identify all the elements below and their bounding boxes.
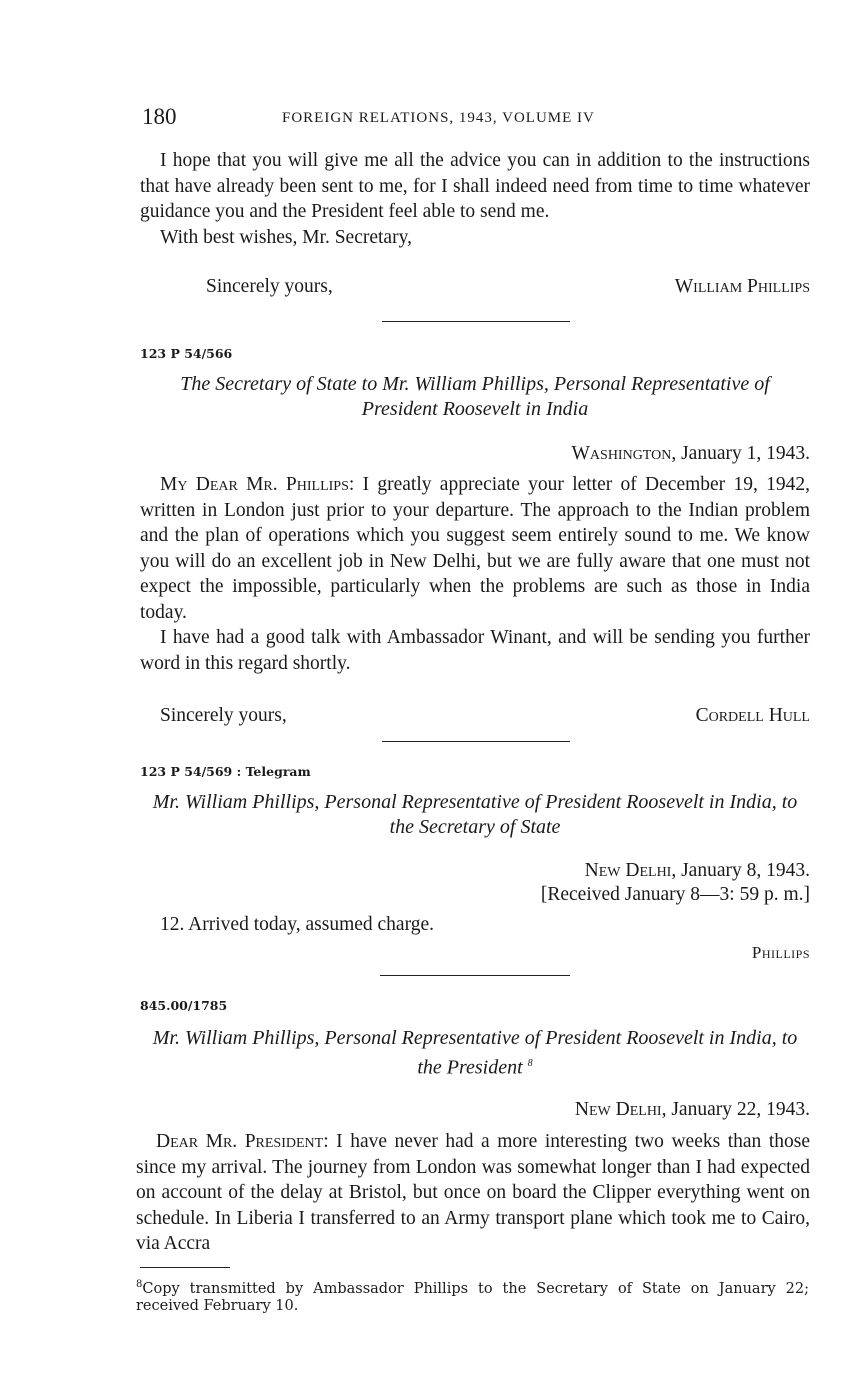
doc4-footnote-ref: 8 (527, 1058, 533, 1069)
footnote-divider (140, 1267, 230, 1268)
letter1-signature: William Phillips (674, 276, 810, 297)
doc3-body-block (140, 912, 810, 938)
doc4-file-number: 845.00/1785 (140, 998, 228, 1013)
doc3-heading: Mr. William Phillips, Personal Representative of President Roosevelt in India, to the Secretary of State (152, 791, 798, 838)
doc3-body: 12. Arrived today, assumed charge. (160, 914, 435, 935)
doc4-body (136, 1129, 810, 1257)
letter1-body: I hope that you will give me all the advice you can in addition to the instructions that have already been sent to me, for I shall indeed need from time to time whatever guidance you and the President feel able to send me. (140, 150, 810, 222)
letter1-closing: Sincerely yours, (206, 276, 333, 297)
doc4-salutation: Dear Mr. President (156, 1131, 324, 1152)
footnote-text: Copy transmitted by Ambassador Phillips to the Secretary of State on January 22; received February 10. (136, 1280, 809, 1314)
doc2-body2: I have had a good talk with Ambassador Winant, and will be sending you further word in this regard shortly. (140, 627, 810, 674)
letter1-body-block (140, 148, 810, 250)
doc3-dateline (585, 860, 810, 882)
letter1-wishes: With best wishes, Mr. Secretary, (160, 226, 412, 248)
doc4-dateline-date: , January 22, 1943. (661, 1099, 810, 1120)
page-header (142, 104, 810, 132)
letter1-closing-line (140, 276, 810, 302)
section-divider (380, 975, 570, 976)
doc2-closing: Sincerely yours, (160, 705, 287, 726)
running-head: FOREIGN RELATIONS, 1943, VOLUME IV (282, 110, 595, 126)
doc2-heading: The Secretary of State to Mr. William Phillips, Personal Representative of President Roosevelt in India (180, 373, 770, 420)
doc2-closing-line (140, 705, 810, 731)
doc4-heading (140, 1026, 810, 1081)
footnote (136, 1276, 809, 1315)
doc3-file-number: 123 P 54/569 : Telegram (140, 764, 311, 779)
footnote-mark: 8 (136, 1279, 143, 1290)
doc3-signature: Phillips (751, 943, 810, 962)
doc2-dateline-date: , January 1, 1943. (671, 443, 810, 464)
section-divider (382, 741, 570, 742)
section-divider (382, 321, 570, 322)
doc3-dateline-date: , January 8, 1943. (671, 860, 810, 881)
doc2-dateline (572, 443, 810, 465)
doc2-file-number: 123 P 54/566 (140, 346, 233, 361)
doc2-dateline-place: Washington (571, 443, 672, 464)
doc4-body-block (136, 1129, 810, 1257)
doc2-body1 (140, 472, 810, 625)
doc4-body-text: : I have never had a more interesting two weeks than those since my arrival. The journey from London was somewhat longer than I had expected on account of the delay at Bristol, but once on board the Clipper everything went on schedule. In Liberia I transferred to an Army transport plane which took me to Cairo, via Accra (136, 1131, 810, 1254)
doc2-body1-text: : I greatly appreciate your letter of December 19, 1942, written in London just prior to your departure. The approach to the Indian problem and the plan of operations which you suggest seem entirely sound to me. We know you will do an excellent job in New Delhi, but we are fully aware that one must not expect the impossible, particularly when the problems are such as those in India today. (140, 474, 810, 623)
doc4-heading-text: Mr. William Phillips, Personal Representative of President Roosevelt in India, to the President (152, 1027, 798, 1079)
doc4-dateline-place: New Delhi (574, 1099, 662, 1120)
doc2-body-block (140, 472, 810, 676)
doc2-salutation: My Dear Mr. Phillips (160, 474, 349, 495)
doc4-dateline (575, 1099, 810, 1121)
doc3-received: [Received January 8—3: 59 p. m.] (540, 884, 810, 905)
doc3-dateline-place: New Delhi (584, 860, 672, 881)
page-number: 180 (142, 104, 177, 129)
doc2-signature: Cordell Hull (695, 705, 810, 726)
